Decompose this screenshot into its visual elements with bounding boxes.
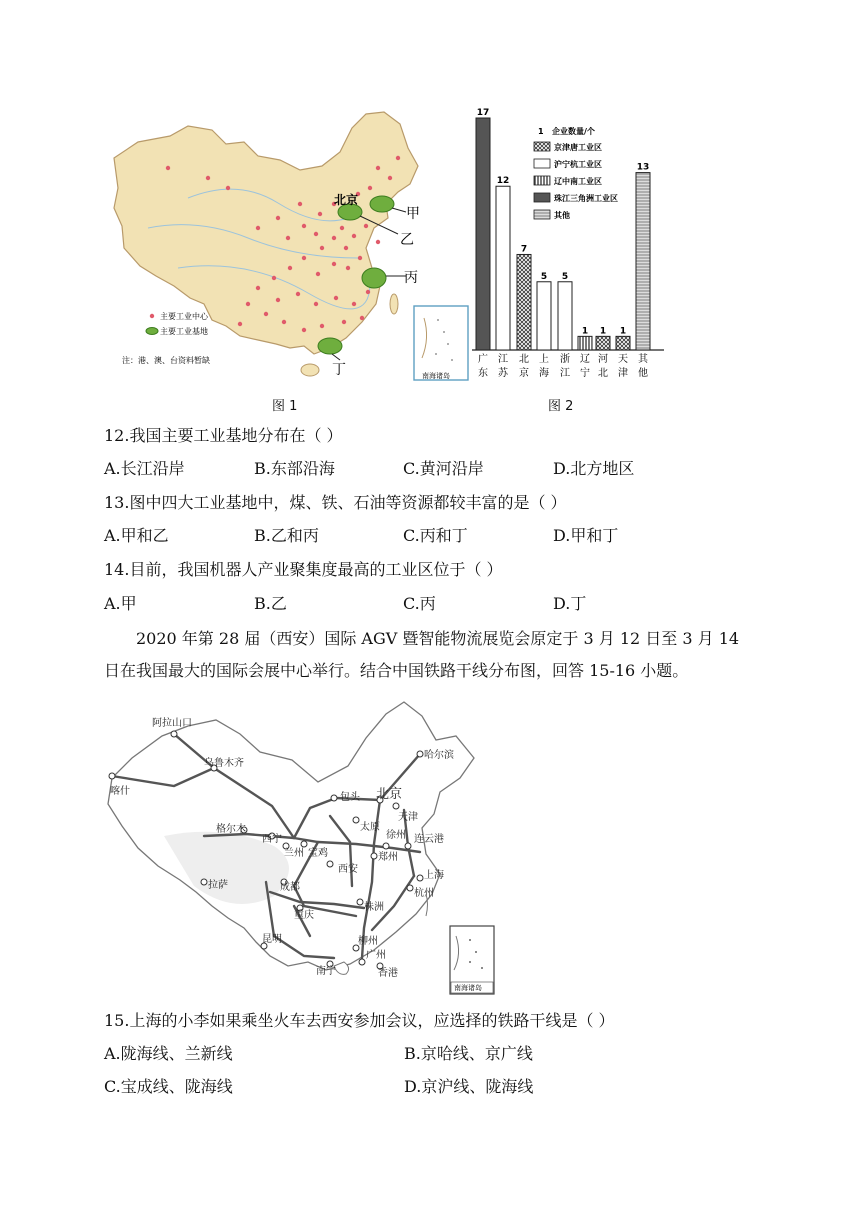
city-label: 连云港 [414, 834, 444, 845]
legend-title: 企业数量/个 [552, 127, 595, 136]
bar-北京 [517, 254, 531, 350]
city-label: 北京 [376, 787, 403, 802]
city-label: 西宁 [262, 834, 282, 845]
category-label: 天 [618, 354, 628, 365]
bar-value-label: 13 [636, 162, 650, 173]
question-14: 14.目前，我国机器人产业聚集度最高的工业区位于（ ） [104, 560, 503, 579]
label-jia: 甲 [406, 206, 420, 222]
legend-center: 主要工业中心 [160, 312, 208, 321]
legend-label: 辽中南工业区 [554, 177, 602, 186]
city-label: 喀什 [110, 786, 130, 797]
enterprise-bar-chart [468, 104, 668, 382]
legend-swatch [534, 176, 550, 185]
legend-swatch [534, 193, 550, 202]
q13-option-b[interactable]: B.乙和丙 [254, 526, 319, 545]
inset-label: 南海诸岛 [422, 372, 450, 380]
base-zhujiang [318, 338, 342, 354]
bar-河北 [596, 336, 610, 350]
label-beijing: 北京 [334, 193, 359, 207]
city-label: 天津 [398, 812, 418, 823]
bar-value-label: 1 [619, 326, 627, 337]
bar-value-label: 7 [520, 244, 528, 255]
q14-option-a[interactable]: A.甲 [104, 594, 137, 613]
city-label: 阿拉山口 [152, 718, 192, 729]
category-label: 江 [498, 354, 508, 365]
bar-江苏 [496, 186, 510, 350]
bar-value-label: 5 [561, 271, 569, 282]
city-label: 哈尔滨 [424, 750, 454, 761]
q15-option-b[interactable]: B.京哈线、京广线 [404, 1044, 533, 1063]
base-liaozhongnan [370, 196, 394, 212]
question-15: 15.上海的小李如果乘坐火车去西安参加会议，应选择的铁路干线是（ ） [104, 1011, 615, 1030]
q12-option-c[interactable]: C.黄河沿岸 [403, 459, 484, 478]
city-label: 香港 [378, 968, 398, 979]
category-label: 他 [638, 368, 648, 379]
city-label: 太原 [360, 822, 380, 833]
rail-inset-label: 南海诸岛 [454, 984, 482, 992]
bar-广东 [476, 118, 490, 350]
bar-value-label: 17 [476, 108, 490, 118]
figure-2 [468, 104, 668, 382]
city-label: 乌鲁木齐 [204, 758, 244, 769]
bar-value-label: 5 [540, 271, 548, 282]
q14-option-d[interactable]: D.丁 [553, 594, 587, 613]
category-label: 海 [539, 368, 549, 379]
city-label: 兰州 [284, 848, 304, 859]
city-label: 南宁 [316, 966, 336, 977]
q15-option-c[interactable]: C.宝成线、陇海线 [104, 1077, 233, 1096]
category-label: 北 [519, 354, 529, 365]
city-label: 成都 [280, 882, 300, 893]
question-13: 13.图中四大工业基地中，煤、铁、石油等资源都较丰富的是（ ） [104, 493, 567, 512]
figure-2-caption: 图 2 [548, 399, 574, 414]
category-label: 宁 [580, 368, 590, 379]
base-huningxiang [362, 268, 386, 288]
legend-swatch [534, 210, 550, 219]
legend-swatch [534, 142, 550, 151]
q14-option-b[interactable]: B.乙 [254, 594, 287, 613]
bar-上海 [537, 282, 551, 350]
industrial-map [108, 108, 470, 384]
city-label: 上海 [424, 870, 444, 881]
legend-label: 沪宁杭工业区 [554, 160, 602, 169]
q13-option-c[interactable]: C.丙和丁 [403, 526, 468, 545]
legend-base: 主要工业基地 [160, 327, 208, 336]
bar-浙江 [558, 282, 572, 350]
category-label: 津 [618, 368, 628, 379]
bar-value-label: 1 [599, 326, 607, 337]
category-label: 其 [638, 354, 648, 365]
legend-label: 珠江三角洲工业区 [554, 194, 618, 203]
inset-south-china-sea [414, 306, 468, 380]
city-label: 西安 [338, 864, 358, 875]
category-label: 上 [539, 354, 549, 365]
city-label: 包头 [340, 792, 360, 803]
category-label: 江 [560, 368, 570, 379]
category-label: 京 [519, 368, 529, 379]
q14-option-c[interactable]: C.丙 [403, 594, 436, 613]
railway-map-svg [104, 696, 496, 996]
figure-1 [108, 108, 470, 384]
figure-1-caption: 图 1 [272, 399, 298, 414]
category-label: 辽 [580, 354, 590, 365]
legend-swatch [534, 159, 550, 168]
city-label: 格尔木 [216, 824, 246, 835]
city-label: 广州 [366, 950, 386, 961]
city-label: 柳州 [358, 936, 378, 947]
q13-option-a[interactable]: A.甲和乙 [104, 526, 169, 545]
category-label: 北 [598, 368, 608, 379]
q12-option-b[interactable]: B.东部沿海 [254, 459, 335, 478]
legend-label: 京津唐工业区 [554, 143, 602, 152]
label-yi: 乙 [400, 232, 414, 248]
city-label: 昆明 [262, 934, 282, 945]
bar-value-label: 12 [496, 176, 510, 187]
city-label: 郑州 [378, 852, 398, 863]
passage-line-1: 2020 年第 28 届（西安）国际 AGV 暨智能物流展览会原定于 3 月 12 日至 3 月 14 [136, 629, 740, 648]
question-12: 12.我国主要工业基地分布在（ ） [104, 426, 343, 445]
legend-title-number: 1 [538, 127, 544, 136]
q13-option-d[interactable]: D.甲和丁 [553, 526, 619, 545]
category-label: 东 [478, 368, 488, 379]
city-label: 杭州 [414, 888, 434, 899]
category-label: 浙 [560, 354, 570, 365]
city-label: 拉萨 [208, 880, 228, 891]
railway-map [104, 696, 496, 996]
bar-天津 [616, 336, 630, 350]
q12-option-a[interactable]: A.长江沿岸 [104, 459, 185, 478]
label-ding: 丁 [332, 362, 346, 378]
category-label: 广 [478, 354, 488, 365]
q12-option-d[interactable]: D.北方地区 [553, 459, 635, 478]
city-label: 宝鸡 [308, 848, 328, 859]
legend-label: 其他 [554, 211, 570, 220]
city-label: 徐州 [386, 830, 406, 841]
passage-line-2: 日在我国最大的国际会展中心举行。结合中国铁路干线分布图，回答 15-16 小题。 [104, 661, 689, 680]
bar-value-label: 1 [581, 326, 589, 337]
q15-option-a[interactable]: A.陇海线、兰新线 [104, 1044, 233, 1063]
bar-辽宁 [578, 336, 592, 350]
category-label: 苏 [498, 368, 508, 379]
city-label: 株洲 [364, 902, 384, 913]
category-label: 河 [598, 354, 608, 365]
legend-note: 注：港、澳、台资料暂缺 [122, 356, 210, 365]
city-label: 重庆 [294, 910, 314, 921]
q15-option-d[interactable]: D.京沪线、陇海线 [404, 1077, 534, 1096]
bar-其他 [636, 173, 650, 350]
label-bing: 丙 [404, 270, 418, 286]
